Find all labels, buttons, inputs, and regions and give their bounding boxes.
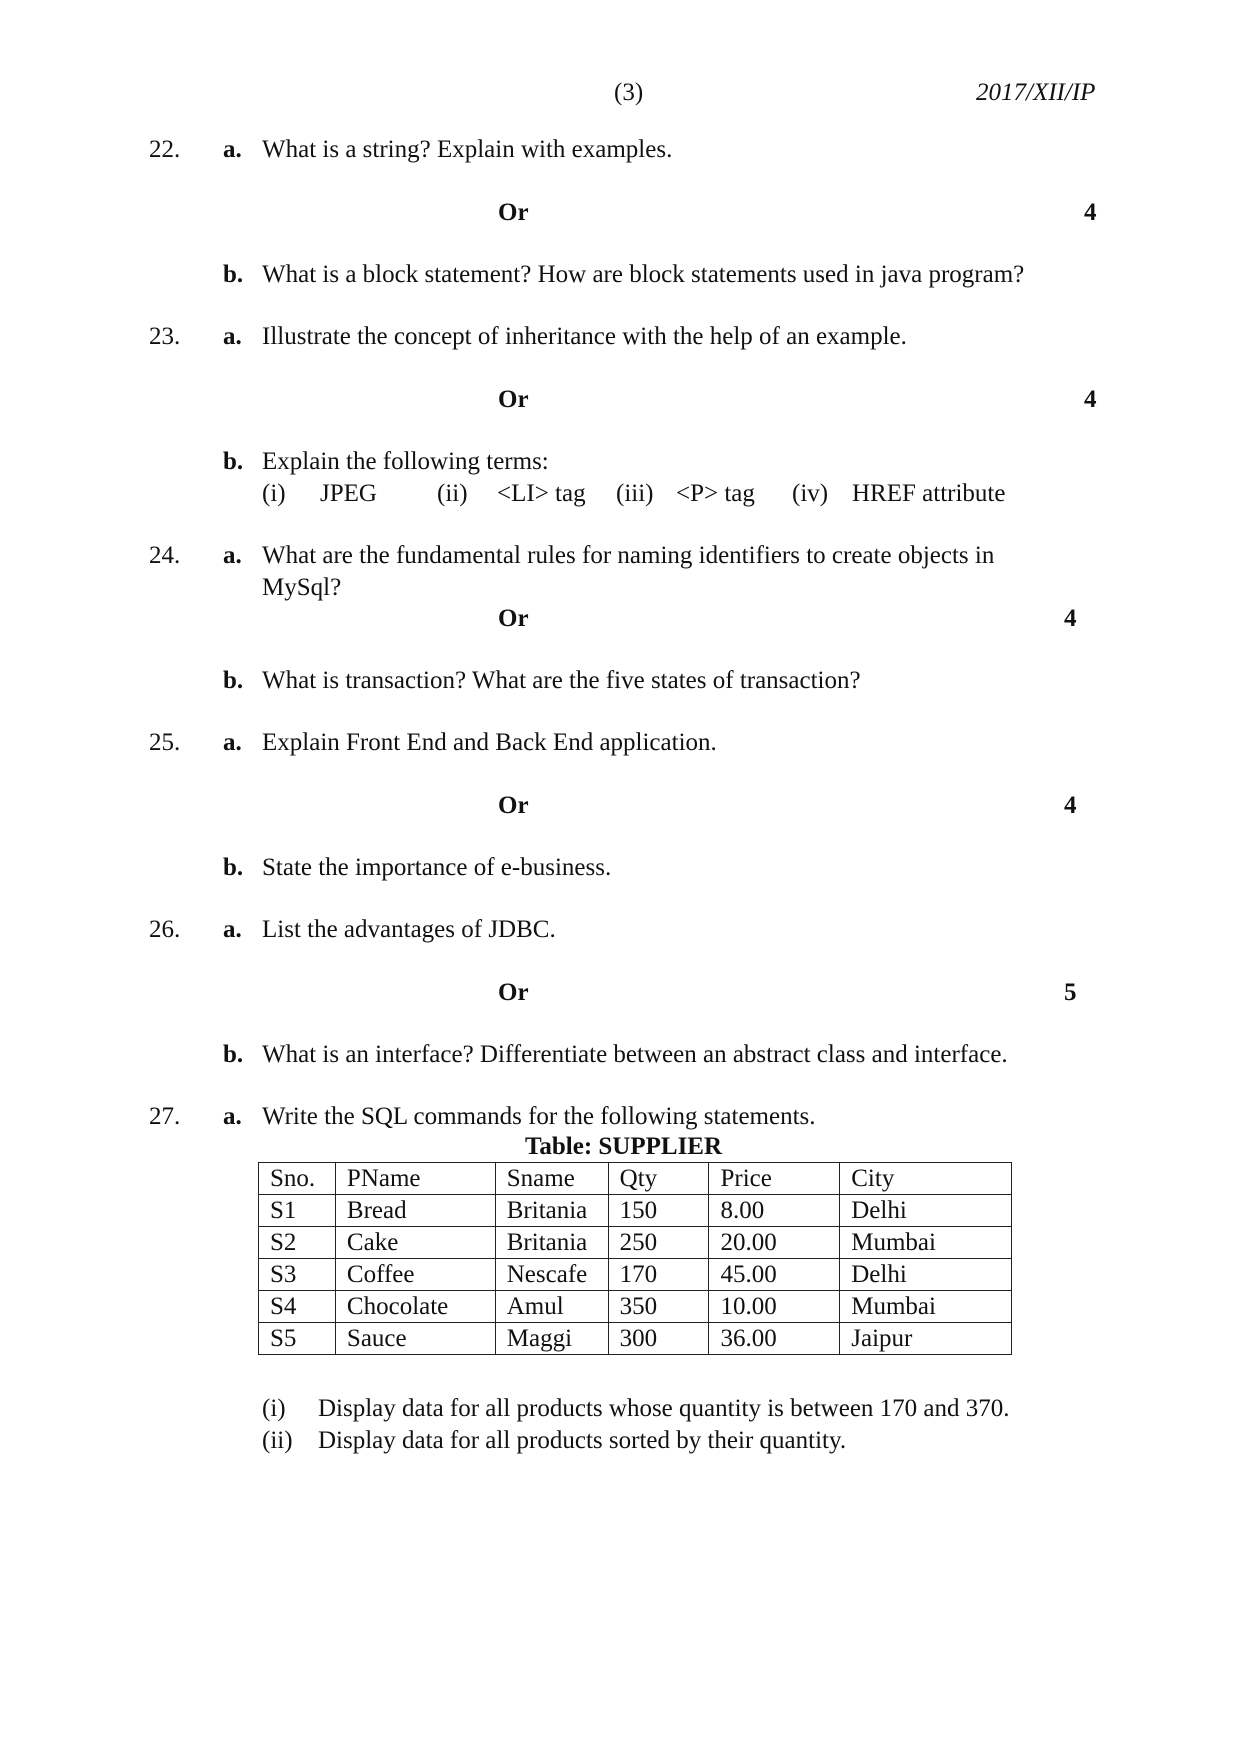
part-letter-a: a. xyxy=(223,916,242,943)
or-separator: Or xyxy=(498,792,529,819)
column-header: Sname xyxy=(495,1163,608,1195)
supplier-table xyxy=(258,1162,1012,1355)
table-row xyxy=(259,1195,1012,1227)
or-separator: Or xyxy=(498,386,529,413)
part-letter-a: a. xyxy=(223,323,242,350)
table-cell: 300 xyxy=(608,1323,709,1355)
or-separator: Or xyxy=(498,979,529,1006)
or-separator: Or xyxy=(498,199,529,226)
question-number: 24. xyxy=(149,542,181,569)
part-letter-a: a. xyxy=(223,1103,242,1130)
term-roman: (iv) xyxy=(792,480,829,507)
table-cell: 350 xyxy=(608,1291,709,1323)
question-number: 26. xyxy=(149,916,181,943)
question-number: 27. xyxy=(149,1103,181,1130)
question-text: What is a block statement? How are block statements used in java program? xyxy=(262,261,1025,288)
table-cell: Sauce xyxy=(335,1323,495,1355)
table-cell: S4 xyxy=(259,1291,336,1323)
table-cell: Chocolate xyxy=(335,1291,495,1323)
table-cell: 250 xyxy=(608,1227,709,1259)
term-roman: (iii) xyxy=(616,480,654,507)
statement-text: Display data for all products sorted by their quantity. xyxy=(318,1427,847,1454)
term-text: JPEG xyxy=(320,480,377,507)
question-text: What are the fundamental rules for naming identifiers to create objects in xyxy=(262,542,995,569)
table-cell: 10.00 xyxy=(709,1291,840,1323)
table-cell: Delhi xyxy=(840,1259,1012,1291)
part-letter-a: a. xyxy=(223,542,242,569)
marks: 4 xyxy=(1084,386,1097,413)
term-text: HREF attribute xyxy=(852,480,1006,507)
part-letter-b: b. xyxy=(223,448,244,475)
statement-text: Display data for all products whose quantity is between 170 and 370. xyxy=(318,1395,1010,1422)
table-cell: Britania xyxy=(495,1227,608,1259)
part-letter-a: a. xyxy=(223,729,242,756)
table-row xyxy=(259,1291,1012,1323)
table-header-row xyxy=(259,1163,1012,1195)
table-cell: 20.00 xyxy=(709,1227,840,1259)
part-letter-b: b. xyxy=(223,1041,244,1068)
question-text: Illustrate the concept of inheritance with the help of an example. xyxy=(262,323,907,350)
question-text: State the importance of e-business. xyxy=(262,854,612,881)
question-text: What is a string? Explain with examples. xyxy=(262,136,673,163)
page-number: (3) xyxy=(614,79,644,106)
question-number: 22. xyxy=(149,136,181,163)
column-header: Sno. xyxy=(259,1163,336,1195)
question-text: List the advantages of JDBC. xyxy=(262,916,556,943)
table-row xyxy=(259,1227,1012,1259)
term-roman: (i) xyxy=(262,480,286,507)
marks: 4 xyxy=(1064,792,1077,819)
table-cell: Jaipur xyxy=(840,1323,1012,1355)
question-text: What is transaction? What are the five states of transaction? xyxy=(262,667,861,694)
question-number: 23. xyxy=(149,323,181,350)
term-text: <P> tag xyxy=(676,480,755,507)
marks: 4 xyxy=(1084,199,1097,226)
paper-code: 2017/XII/IP xyxy=(976,79,1096,106)
term-text: <LI> tag xyxy=(497,480,586,507)
term-roman: (ii) xyxy=(437,480,468,507)
column-header: City xyxy=(840,1163,1012,1195)
part-letter-b: b. xyxy=(223,667,244,694)
table-cell: Delhi xyxy=(840,1195,1012,1227)
table-caption: Table: SUPPLIER xyxy=(525,1133,723,1160)
column-header: PName xyxy=(335,1163,495,1195)
column-header: Qty xyxy=(608,1163,709,1195)
table-cell: Nescafe xyxy=(495,1259,608,1291)
table-cell: 45.00 xyxy=(709,1259,840,1291)
table-cell: 170 xyxy=(608,1259,709,1291)
table-cell: S2 xyxy=(259,1227,336,1259)
marks: 4 xyxy=(1064,605,1077,632)
table-cell: 150 xyxy=(608,1195,709,1227)
table-cell: Bread xyxy=(335,1195,495,1227)
question-text: Explain the following terms: xyxy=(262,448,549,475)
part-letter-b: b. xyxy=(223,854,244,881)
table-cell: Mumbai xyxy=(840,1291,1012,1323)
statement-roman: (ii) xyxy=(262,1427,293,1454)
table-cell: Britania xyxy=(495,1195,608,1227)
table-cell: Mumbai xyxy=(840,1227,1012,1259)
table-row xyxy=(259,1259,1012,1291)
question-text: Write the SQL commands for the following statements. xyxy=(262,1103,816,1130)
table-cell: 36.00 xyxy=(709,1323,840,1355)
part-letter-a: a. xyxy=(223,136,242,163)
marks: 5 xyxy=(1064,979,1077,1006)
part-letter-b: b. xyxy=(223,261,244,288)
table-cell: Cake xyxy=(335,1227,495,1259)
table-row xyxy=(259,1323,1012,1355)
question-text: What is an interface? Differentiate between an abstract class and interface. xyxy=(262,1041,1008,1068)
table-cell: 8.00 xyxy=(709,1195,840,1227)
table-cell: S5 xyxy=(259,1323,336,1355)
table-cell: S3 xyxy=(259,1259,336,1291)
question-number: 25. xyxy=(149,729,181,756)
table-cell: Amul xyxy=(495,1291,608,1323)
column-header: Price xyxy=(709,1163,840,1195)
question-text: Explain Front End and Back End application. xyxy=(262,729,717,756)
or-separator: Or xyxy=(498,605,529,632)
question-text-continued: MySql? xyxy=(262,574,342,601)
table-cell: Maggi xyxy=(495,1323,608,1355)
table-cell: S1 xyxy=(259,1195,336,1227)
table-cell: Coffee xyxy=(335,1259,495,1291)
statement-roman: (i) xyxy=(262,1395,286,1422)
